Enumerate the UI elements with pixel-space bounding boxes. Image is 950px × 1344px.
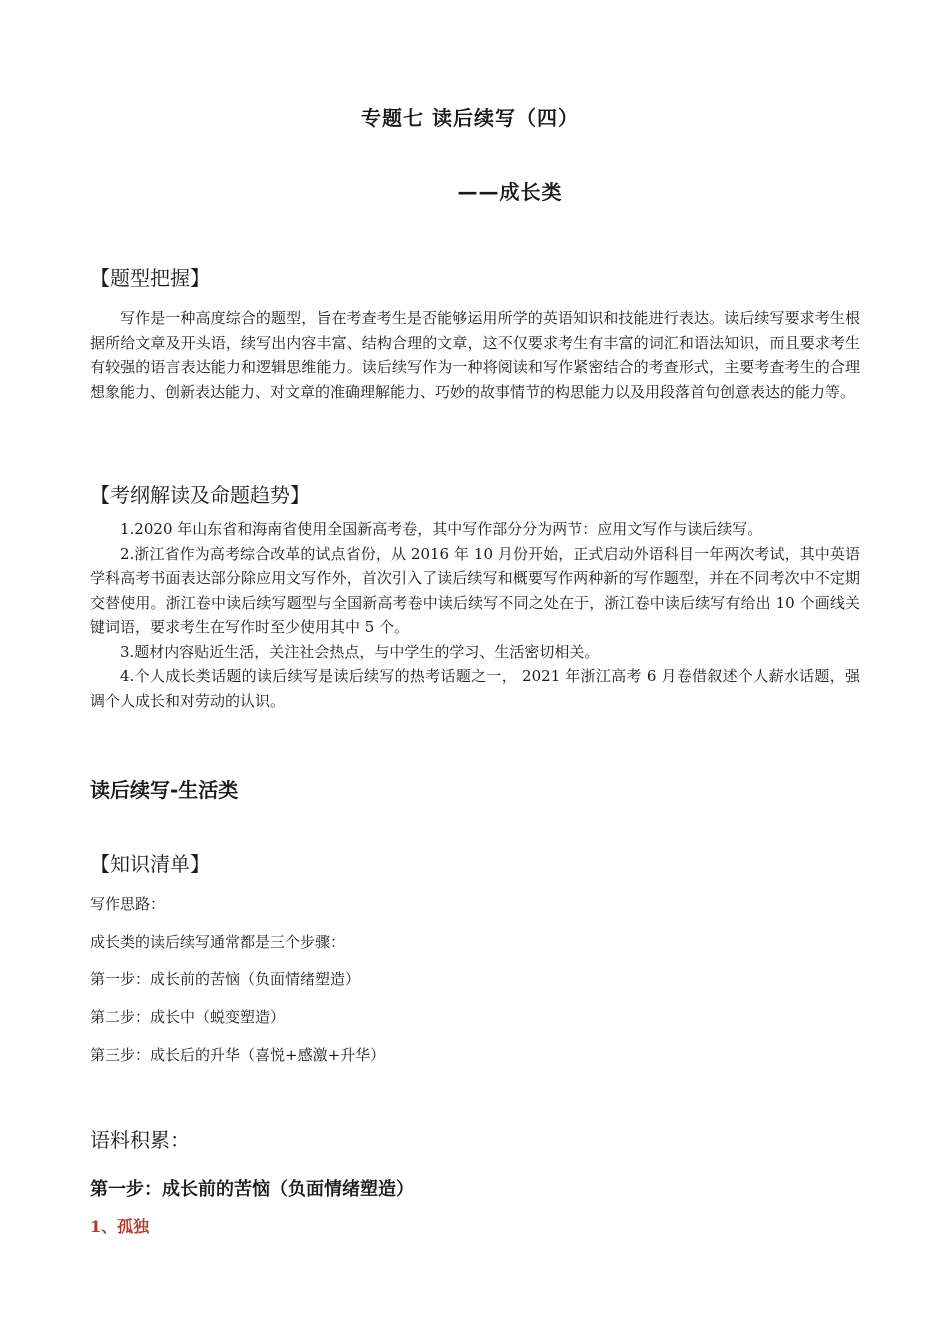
trend-item-1: 1.2020 年山东省和海南省使用全国新高考卷，其中写作部分分为两节：应用文写作与读后续写。 [120, 520, 763, 538]
knowledge-line-4: 第二步：成长中（蜕变塑造） [90, 1008, 286, 1026]
section-heading-knowledge-list: 【知识清单】 [90, 852, 210, 876]
document-title: 专题七 读后续写（四） [361, 106, 579, 130]
section-heading-question-type: 【题型把握】 [90, 266, 210, 290]
trend-item-3: 3.题材内容贴近生活，关注社会热点，与中学生的学习、生活密切相关。 [120, 642, 600, 661]
step-one-heading: 第一步：成长前的苦恼（负面情绪塑造） [90, 1179, 414, 1200]
knowledge-line-1: 写作思路： [90, 895, 166, 913]
knowledge-line-5: 第三步：成长后的升华（喜悦+感激+升华） [90, 1046, 386, 1064]
section-heading-syllabus-trend: 【考纲解读及命题趋势】 [90, 483, 310, 507]
trend-item-2: 2.浙江省作为高考综合改革的试点省份，从 2016 年 10 月份开始，正式启动外语科目一年两次考试，其中英语学科高考书面表达部分除应用文写作外，首次引入了读后续写和概要写作两种新的写作题型，并在不同考次中不定期交替使用。浙江卷中读后续写题型与全国新高考卷中读后续写不同之处在于，浙江卷中读后续写有给出 10 个画线关键词语，要求考生在写作时至少使用其中 5 个。 [90, 544, 860, 636]
knowledge-line-3: 第一步：成长前的苦恼（负面情绪塑造） [90, 970, 361, 988]
section-heading-corpus: 语料积累： [90, 1128, 190, 1152]
knowledge-line-2: 成长类的读后续写通常都是三个步骤： [90, 933, 346, 951]
document-subtitle: ——成长类 [457, 180, 563, 204]
section-heading-life-category: 读后续写-生活类 [90, 778, 239, 802]
question-type-paragraph: 写作是一种高度综合的题型，旨在考查考生是否能够运用所学的英语知识和技能进行表达。读后续写要求考生根据所给文章及开头语，续写出内容丰富、结构合理的文章，这不仅要求考生有丰富的词汇和语法知识，而且要求考生有较强的语言表达能力和逻辑思维能力。读后续写作为一种将阅读和写作紧密结合的考查形式，主要考查考生的合理想象能力、创新表达能力、对文章的准确理解能力、巧妙的故事情节的构思能力以及用段落首句创意表达的能力等。 [90, 309, 860, 401]
syllabus-trend-list [90, 517, 860, 713]
trend-item-4: 4.个人成长类话题的读后续写是读后续写的热考话题之一， 2021 年浙江高考 6 月卷借叙述个人薪水话题，强调个人成长和对劳动的认识。 [90, 667, 860, 710]
corpus-item-loneliness: 1、孤独 [90, 1217, 150, 1236]
